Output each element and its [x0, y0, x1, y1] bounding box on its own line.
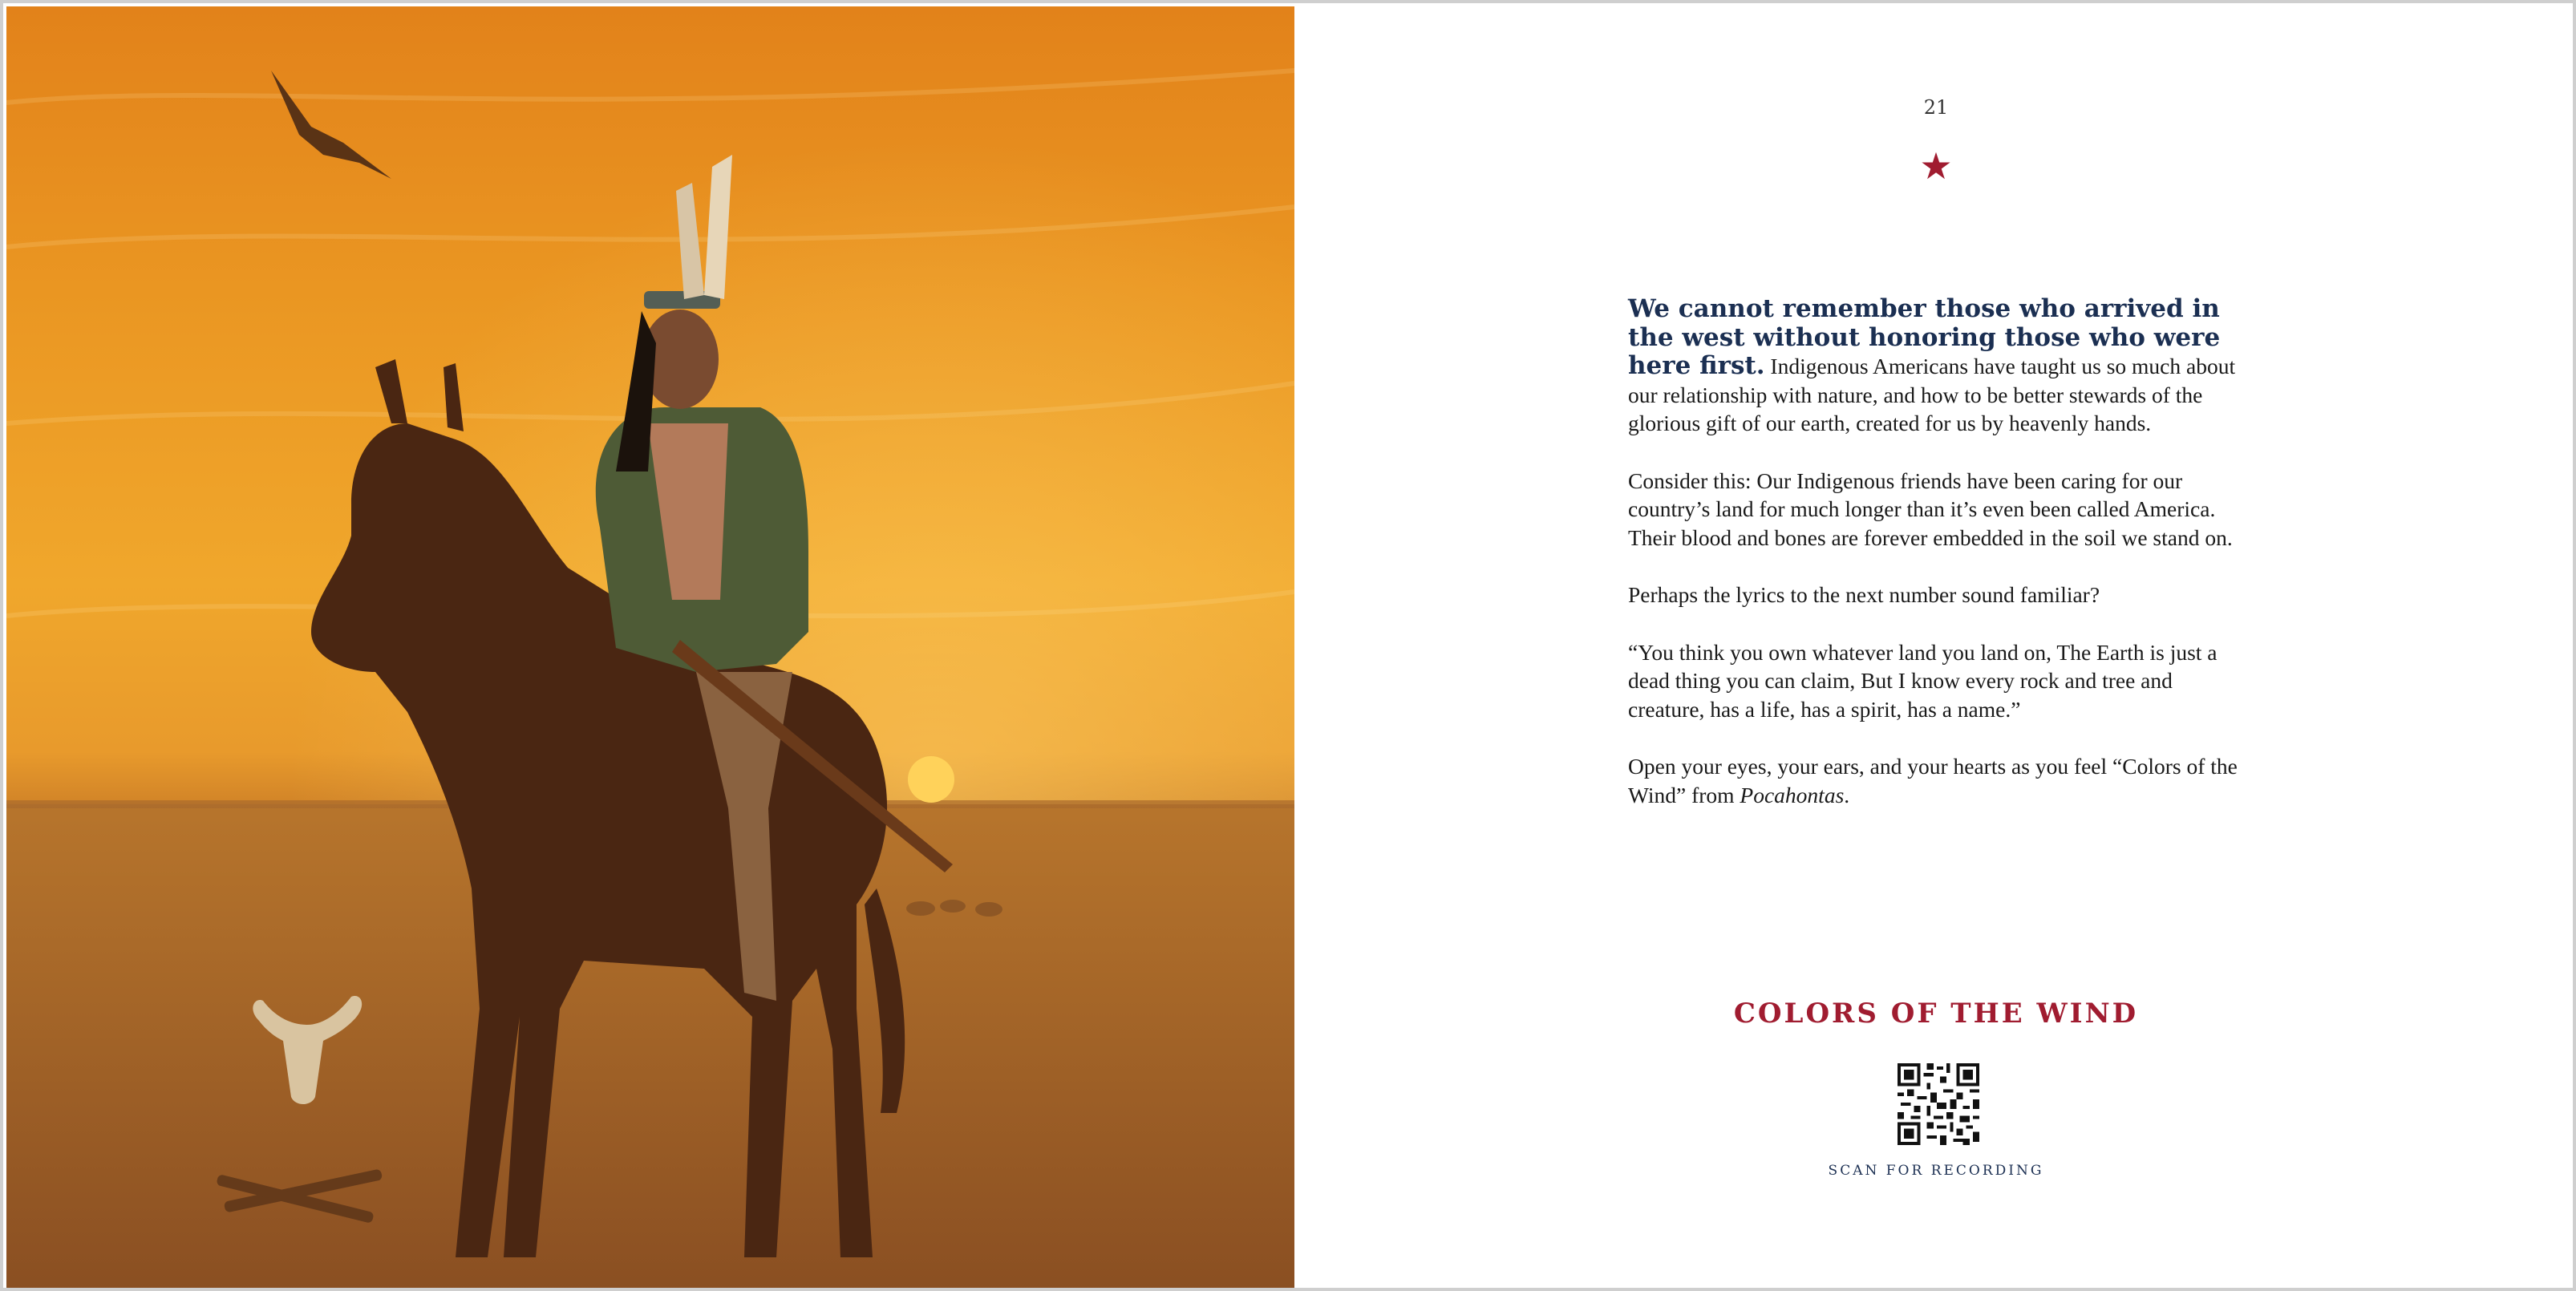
horseman-illustration — [6, 6, 1294, 1291]
paragraph-1-text: Indigenous Americans have taught us so much about our relationship with nature, and how to be better stewards of the glorious gift of our earth, created for us by heavenly hands. — [1628, 354, 2236, 435]
qr-code-icon[interactable] — [1898, 1063, 1979, 1145]
body-text — [1628, 295, 2239, 838]
paragraph-2: Consider this: Our Indigenous friends have been caring for our country’s land for much longer than it’s even been called America. Their blood and bones are forever embedded in the soil we stand on. — [1628, 467, 2233, 550]
paragraph-5-end: . — [1844, 782, 1850, 807]
star-icon: ★ — [1919, 144, 1953, 188]
lede-heading: We cannot remember those who arrived in the west without honoring those who were here first. — [1628, 294, 2221, 380]
paragraph-4-lyrics: “You think you own whatever land you land on, The Earth is just a dead thing you can claim, But I know every rock and tree and creature, has a life, has a spirit, has a name.” — [1628, 639, 2218, 722]
paragraph-5 — [1628, 752, 2239, 809]
scan-for-recording-label: SCAN FOR RECORDING — [1828, 1163, 2044, 1179]
paragraph-5-text: Open your eyes, your ears, and your hearts as you feel “Colors of the Wind” from — [1628, 754, 2238, 807]
sun-icon — [908, 756, 954, 803]
paragraph-3: Perhaps the lyrics to the next number sound familiar? — [1628, 582, 2100, 607]
song-title: COLORS OF THE WIND — [1733, 998, 2139, 1030]
paragraph-1 — [1628, 295, 2239, 438]
film-title: Pocahontas — [1740, 782, 1845, 807]
text-page — [1296, 6, 2576, 1291]
illustration-page — [6, 6, 1294, 1291]
page-number: 21 — [1923, 96, 1949, 119]
